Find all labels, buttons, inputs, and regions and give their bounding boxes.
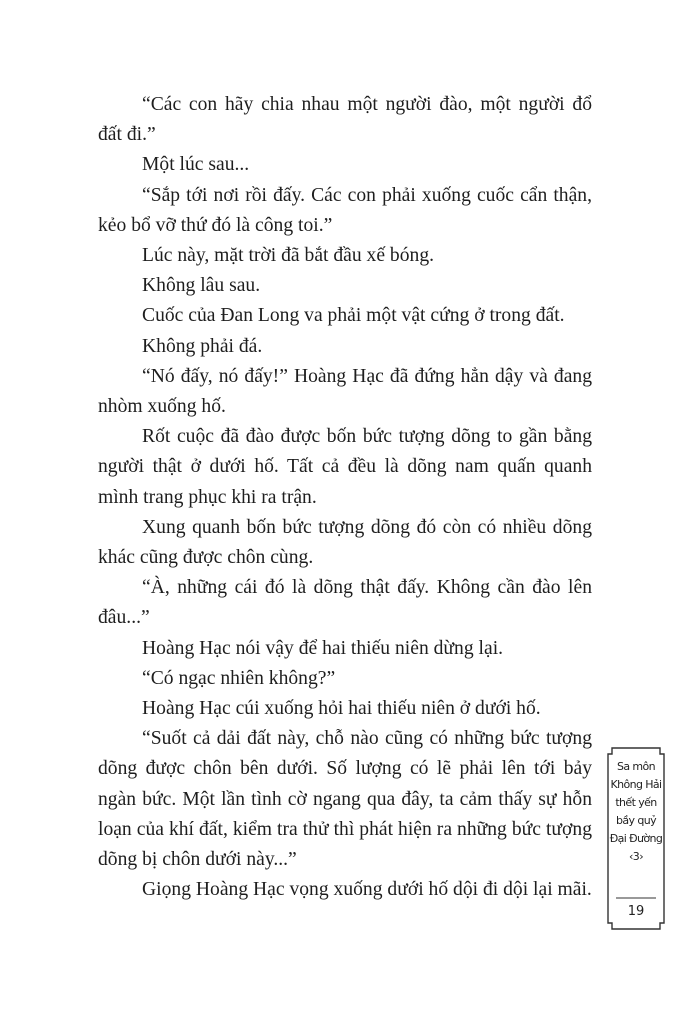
book-title-line: thết yến	[615, 796, 657, 809]
paragraph: Không phải đá.	[142, 335, 263, 357]
book-title	[608, 758, 664, 866]
book-title-line: Không Hải	[610, 778, 662, 791]
paragraph: “Các con hãy chia nhau một người đào, một người đổ đất đi.”	[98, 94, 592, 146]
body-text	[98, 90, 592, 905]
book-title-line: Đại Đường	[609, 832, 663, 845]
paragraph: “À, những cái đó là dõng thật đấy. Không cần đào lên đâu...”	[98, 577, 592, 629]
paragraph: “Suốt cả dải đất này, chỗ nào cũng có những bức tượng dõng được chôn bên dưới. Số lượng có lẽ phải lên tới bảy ngàn bức. Một lần tình cờ ngang qua đây, ta cảm thấy sự hỗn loạn của khí đất, kiểm tra thử thì phát hiện ra những bức tượng dõng bị chôn dưới này...”	[98, 728, 592, 871]
paragraph: Rốt cuộc đã đào được bốn bức tượng dõng to gần bằng người thật ở dưới hố. Tất cả đều là dõng nam quấn quanh mình trang phục khi ra trận.	[98, 426, 592, 508]
book-title-line: Sa môn	[616, 760, 656, 773]
paragraph: Hoàng Hạc nói vậy để hai thiếu niên dừng lại.	[142, 637, 504, 659]
paragraph: Lúc này, mặt trời đã bắt đầu xế bóng.	[142, 245, 435, 267]
page-number: 19	[627, 904, 645, 919]
paragraph: “Sắp tới nơi rồi đấy. Các con phải xuống cuốc cẩn thận, kẻo bổ vỡ thứ đó là công toi.”	[98, 184, 592, 236]
volume-number: ‹3›	[629, 850, 643, 863]
book-title-line: bầy quỷ	[616, 814, 656, 827]
paragraph: Không lâu sau.	[142, 275, 261, 297]
paragraph: Hoàng Hạc cúi xuống hỏi hai thiếu niên ở dưới hố.	[142, 698, 541, 720]
paragraph: “Có ngạc nhiên không?”	[142, 667, 336, 689]
book-title-sidebar	[606, 746, 666, 931]
paragraph: Cuốc của Đan Long va phải một vật cứng ở trong đất.	[142, 305, 565, 327]
paragraph: Một lúc sau...	[142, 154, 250, 176]
paragraph: Giọng Hoàng Hạc vọng xuống dưới hố dội đi dội lại mãi.	[142, 879, 592, 901]
paragraph: “Nó đấy, nó đấy!” Hoàng Hạc đã đứng hẳn dậy và đang nhòm xuống hố.	[98, 365, 592, 418]
paragraph: Xung quanh bốn bức tượng dõng đó còn có nhiều dõng khác cũng được chôn cùng.	[98, 516, 592, 569]
